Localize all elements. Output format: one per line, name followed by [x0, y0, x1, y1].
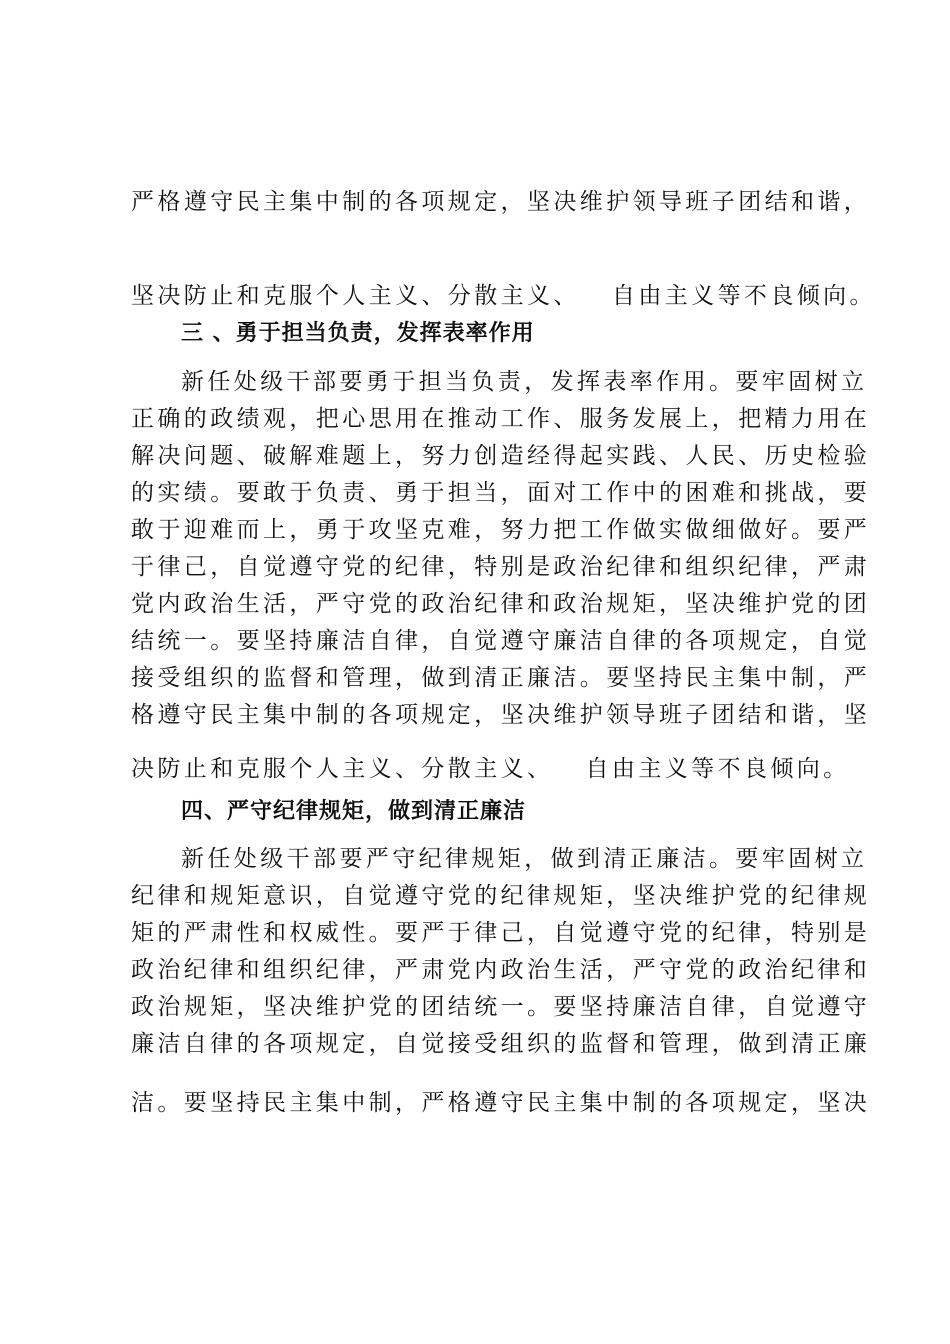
paragraph-line: 矩的严肃性和权威性。要严于律己，自觉遵守党的纪律，特别是: [131, 920, 871, 946]
paragraph-line: 敢于迎难而上，勇于攻坚克难，努力把工作做实做细做好。要严: [131, 517, 871, 543]
paragraph-line: 解决问题、破解难题上，努力创造经得起实践、人民、历史检验: [131, 443, 871, 469]
paragraph-line: 坚决防止和克服个人主义、分散主义、 自由主义等不良倾向。: [131, 283, 876, 309]
paragraph-line: 决防止和克服个人主义、分散主义、 自由主义等不良倾向。: [131, 756, 850, 782]
paragraph-line: 新任处级干部要勇于担当负责，发挥表率作用。要牢固树立: [181, 369, 868, 395]
paragraph-line: 纪律和规矩意识，自觉遵守党的纪律规矩，坚决维护党的纪律规: [131, 883, 871, 909]
paragraph-line: 格遵守民主集中制的各项规定，坚决维护领导班子团结和谐，坚: [131, 702, 871, 728]
section-heading: 三 、勇于担当负责，发挥表率作用: [181, 321, 535, 346]
paragraph-line: 结统一。要坚持廉洁自律，自觉遵守廉洁自律的各项规定，自觉: [131, 628, 871, 654]
paragraph-line: 的实绩。要敢于负责、勇于担当，面对工作中的困难和挑战，要: [131, 480, 871, 506]
section-heading: 四、严守纪律规矩，做到清正廉洁: [181, 799, 527, 824]
paragraph-line: 于律己，自觉遵守党的纪律，特别是政治纪律和组织纪律，严肃: [131, 554, 871, 580]
paragraph-line: 新任处级干部要严守纪律规矩，做到清正廉洁。要牢固树立: [181, 846, 868, 872]
paragraph-line: 正确的政绩观，把心思用在推动工作、服务发展上，把精力用在: [131, 406, 871, 432]
paragraph-line: 严格遵守民主集中制的各项规定，坚决维护领导班子团结和谐，: [131, 189, 871, 215]
paragraph-line: 政治纪律和组织纪律，严肃党内政治生活，严守党的政治纪律和: [131, 957, 871, 983]
paragraph-line: 党内政治生活，严守党的政治纪律和政治规矩，坚决维护党的团: [131, 591, 871, 617]
paragraph-line: 政治规矩，坚决维护党的团结统一。要坚持廉洁自律，自觉遵守: [131, 994, 871, 1020]
paragraph-line: 廉洁自律的各项规定，自觉接受组织的监督和管理，做到清正廉: [131, 1031, 871, 1057]
paragraph-line: 洁。要坚持民主集中制，严格遵守民主集中制的各项规定，坚决: [131, 1090, 871, 1116]
paragraph-line: 接受组织的监督和管理，做到清正廉洁。要坚持民主集中制，严: [131, 665, 871, 691]
